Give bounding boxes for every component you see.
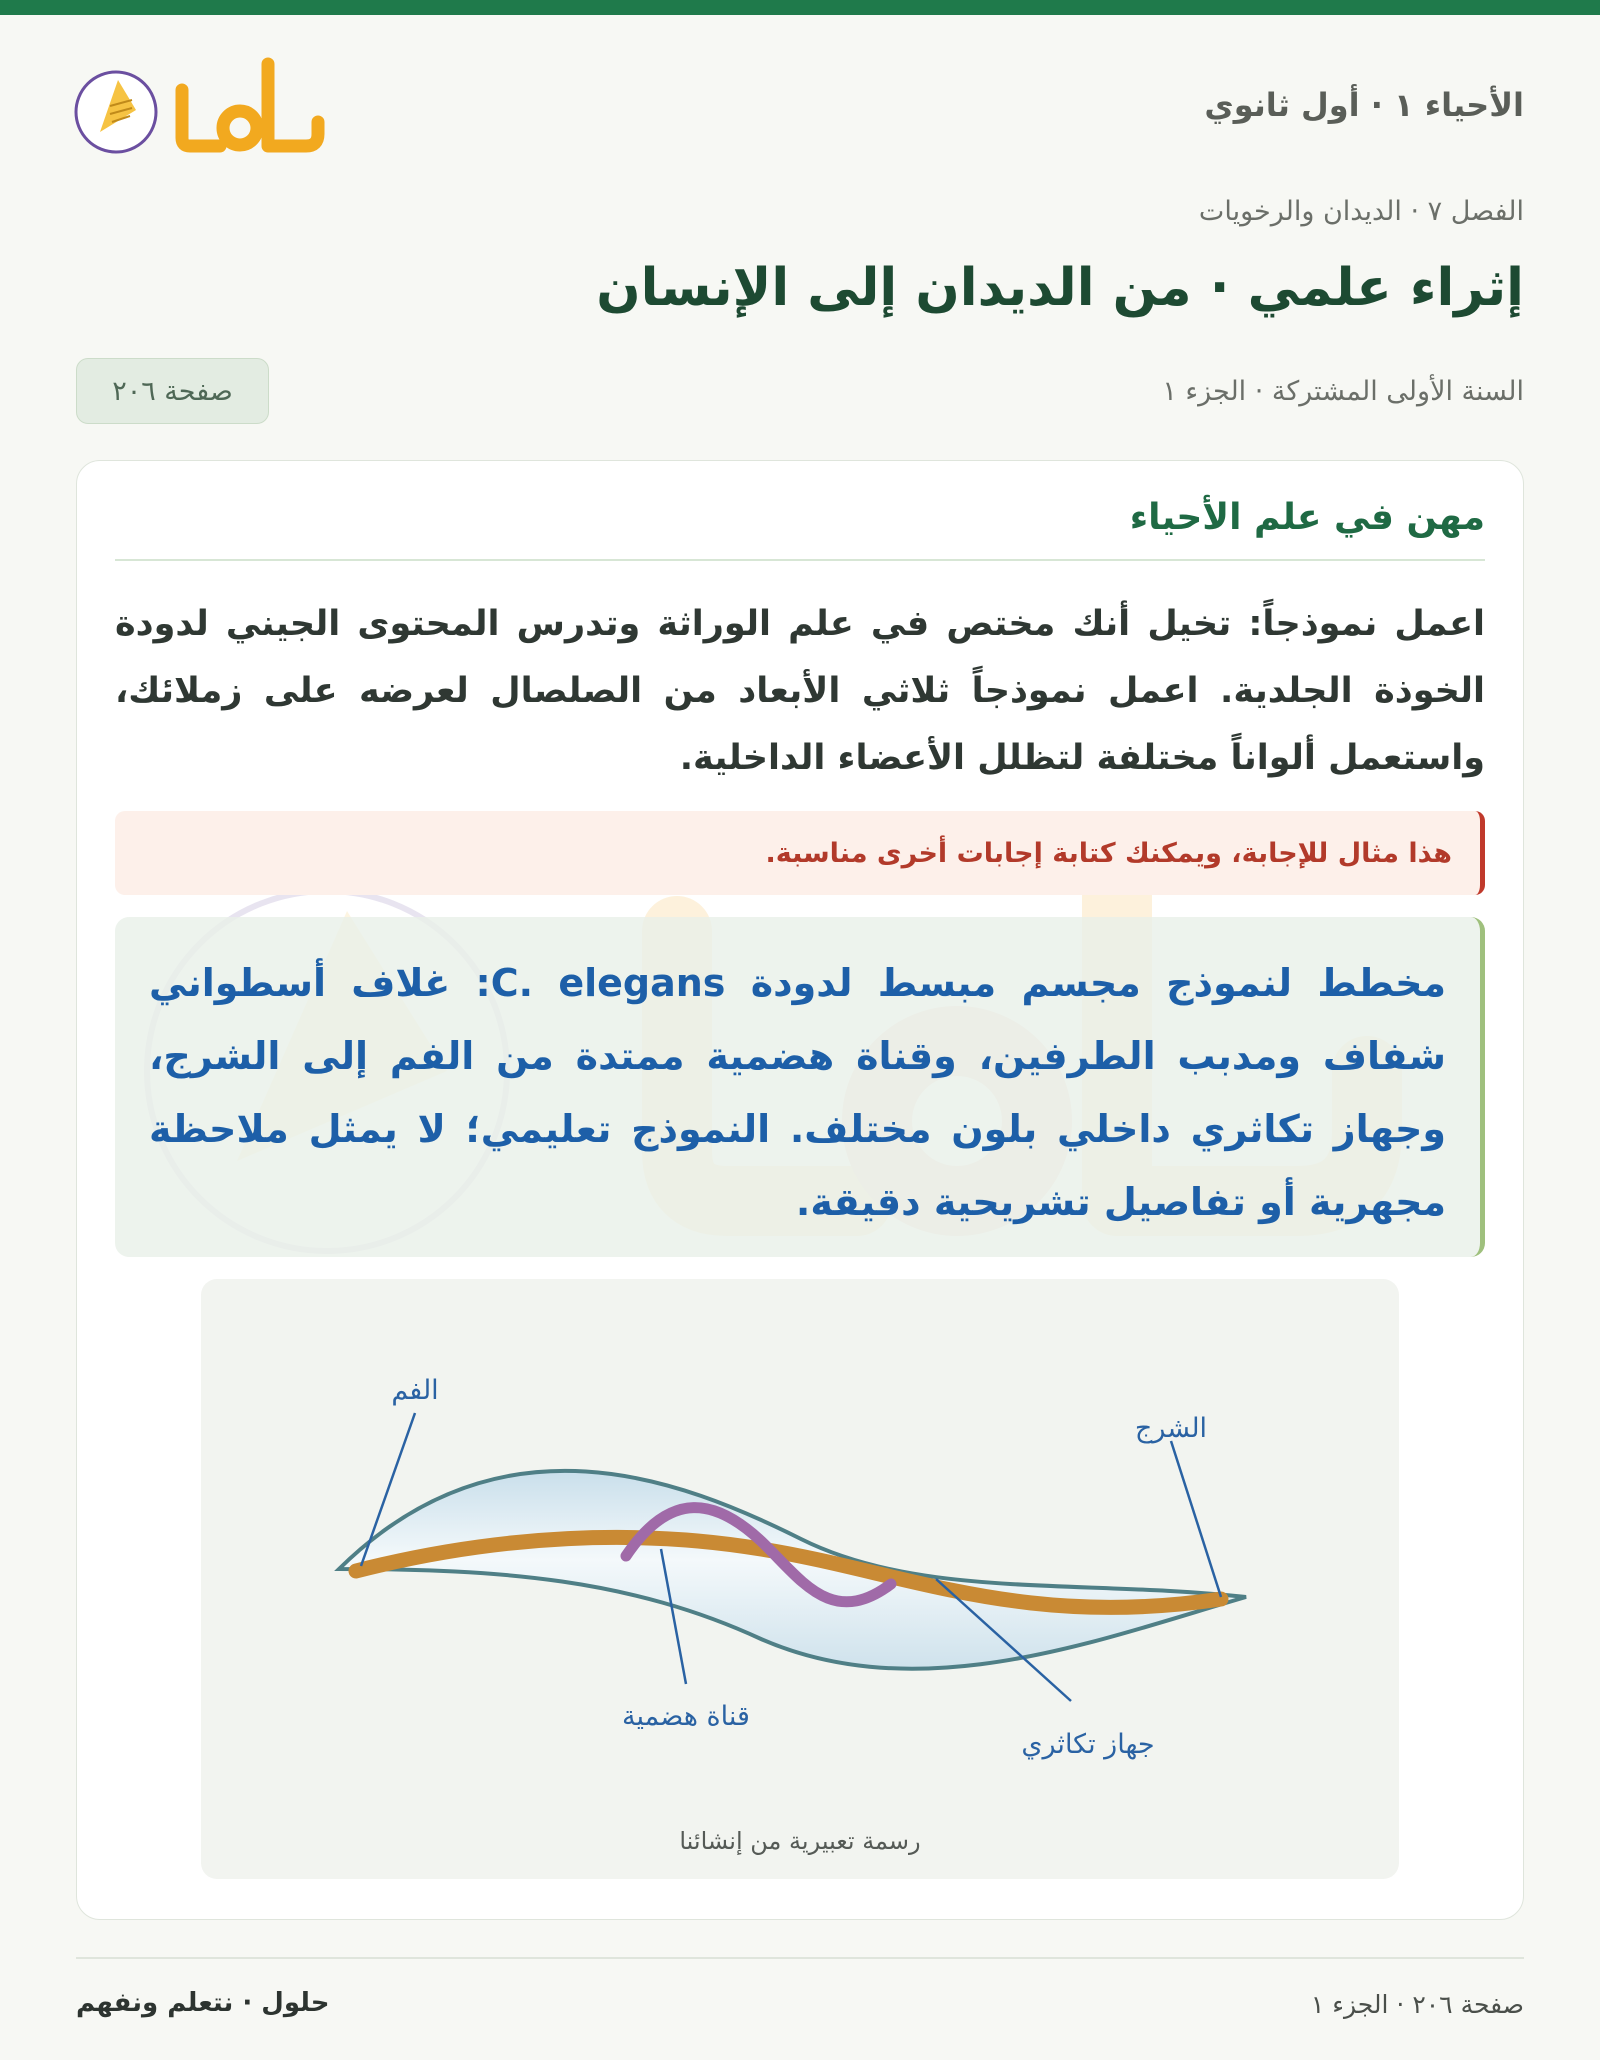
worm-diagram-svg [201, 1279, 1401, 1879]
course-meta: السنة الأولى المشتركة · الجزء ١ [1162, 376, 1524, 407]
anus-pointer [1171, 1441, 1221, 1597]
footer-page-info: صفحة ٢٠٦ · الجزء ١ [1310, 1990, 1524, 2019]
content-card [76, 460, 1524, 1920]
logo-icon [70, 50, 340, 160]
label-gut: قناة هضمية [622, 1701, 750, 1732]
page-title: إثراء علمي · من الديدان إلى الإنسان [596, 258, 1524, 318]
subject-label: الأحياء ١ · أول ثانوي [1204, 86, 1524, 124]
footer-brand: حلول · نتعلم ونفهم [76, 1988, 330, 2018]
figure-caption: رسمة تعبيرية من إنشائنا [679, 1827, 921, 1855]
note-text: هذا مثال للإجابة، ويمكنك كتابة إجابات أخرى مناسبة. [765, 837, 1452, 869]
example-answer-note [115, 811, 1485, 895]
label-anus: الشرج [1134, 1413, 1208, 1444]
chapter-label: الفصل ٧ · الديدان والرخويات [1198, 196, 1524, 227]
top-accent-bar [0, 0, 1600, 15]
section-heading: مهن في علم الأحياء [1129, 497, 1485, 538]
footer-divider [76, 1957, 1524, 1959]
page-number-badge: صفحة ٢٠٦ [76, 358, 269, 424]
heading-divider [115, 559, 1485, 561]
label-mouth: الفم [391, 1375, 439, 1406]
worm-diagram [201, 1279, 1399, 1879]
answer-box [115, 917, 1485, 1257]
label-reproductive: جهاز تكاثري [1021, 1729, 1155, 1760]
activity-prompt: اعمل نموذجاً: تخيل أنك مختص في علم الوراثة وتدرس المحتوى الجيني لدودة الخوذة الجلدية. اعمل نموذجاً ثلاثي الأبعاد من الصلصال لعرضه على زملائك، واستعمل ألواناً مختلفة لتظلل الأعضاء الداخلية. [115, 604, 1485, 778]
brand-logo[interactable] [70, 50, 340, 160]
answer-text: مخطط لنموذج مجسم مبسط لدودة C. elegans: غلاف أسطواني شفاف ومدبب الطرفين، وقناة هضمية ممتدة من الفم إلى الشرج، وجهاز تكاثري داخلي بلون مختلف. النموذج تعليمي؛ لا يمثل ملاحظة مجهرية أو تفاصيل تشريحية دقيقة. [149, 961, 1446, 1224]
